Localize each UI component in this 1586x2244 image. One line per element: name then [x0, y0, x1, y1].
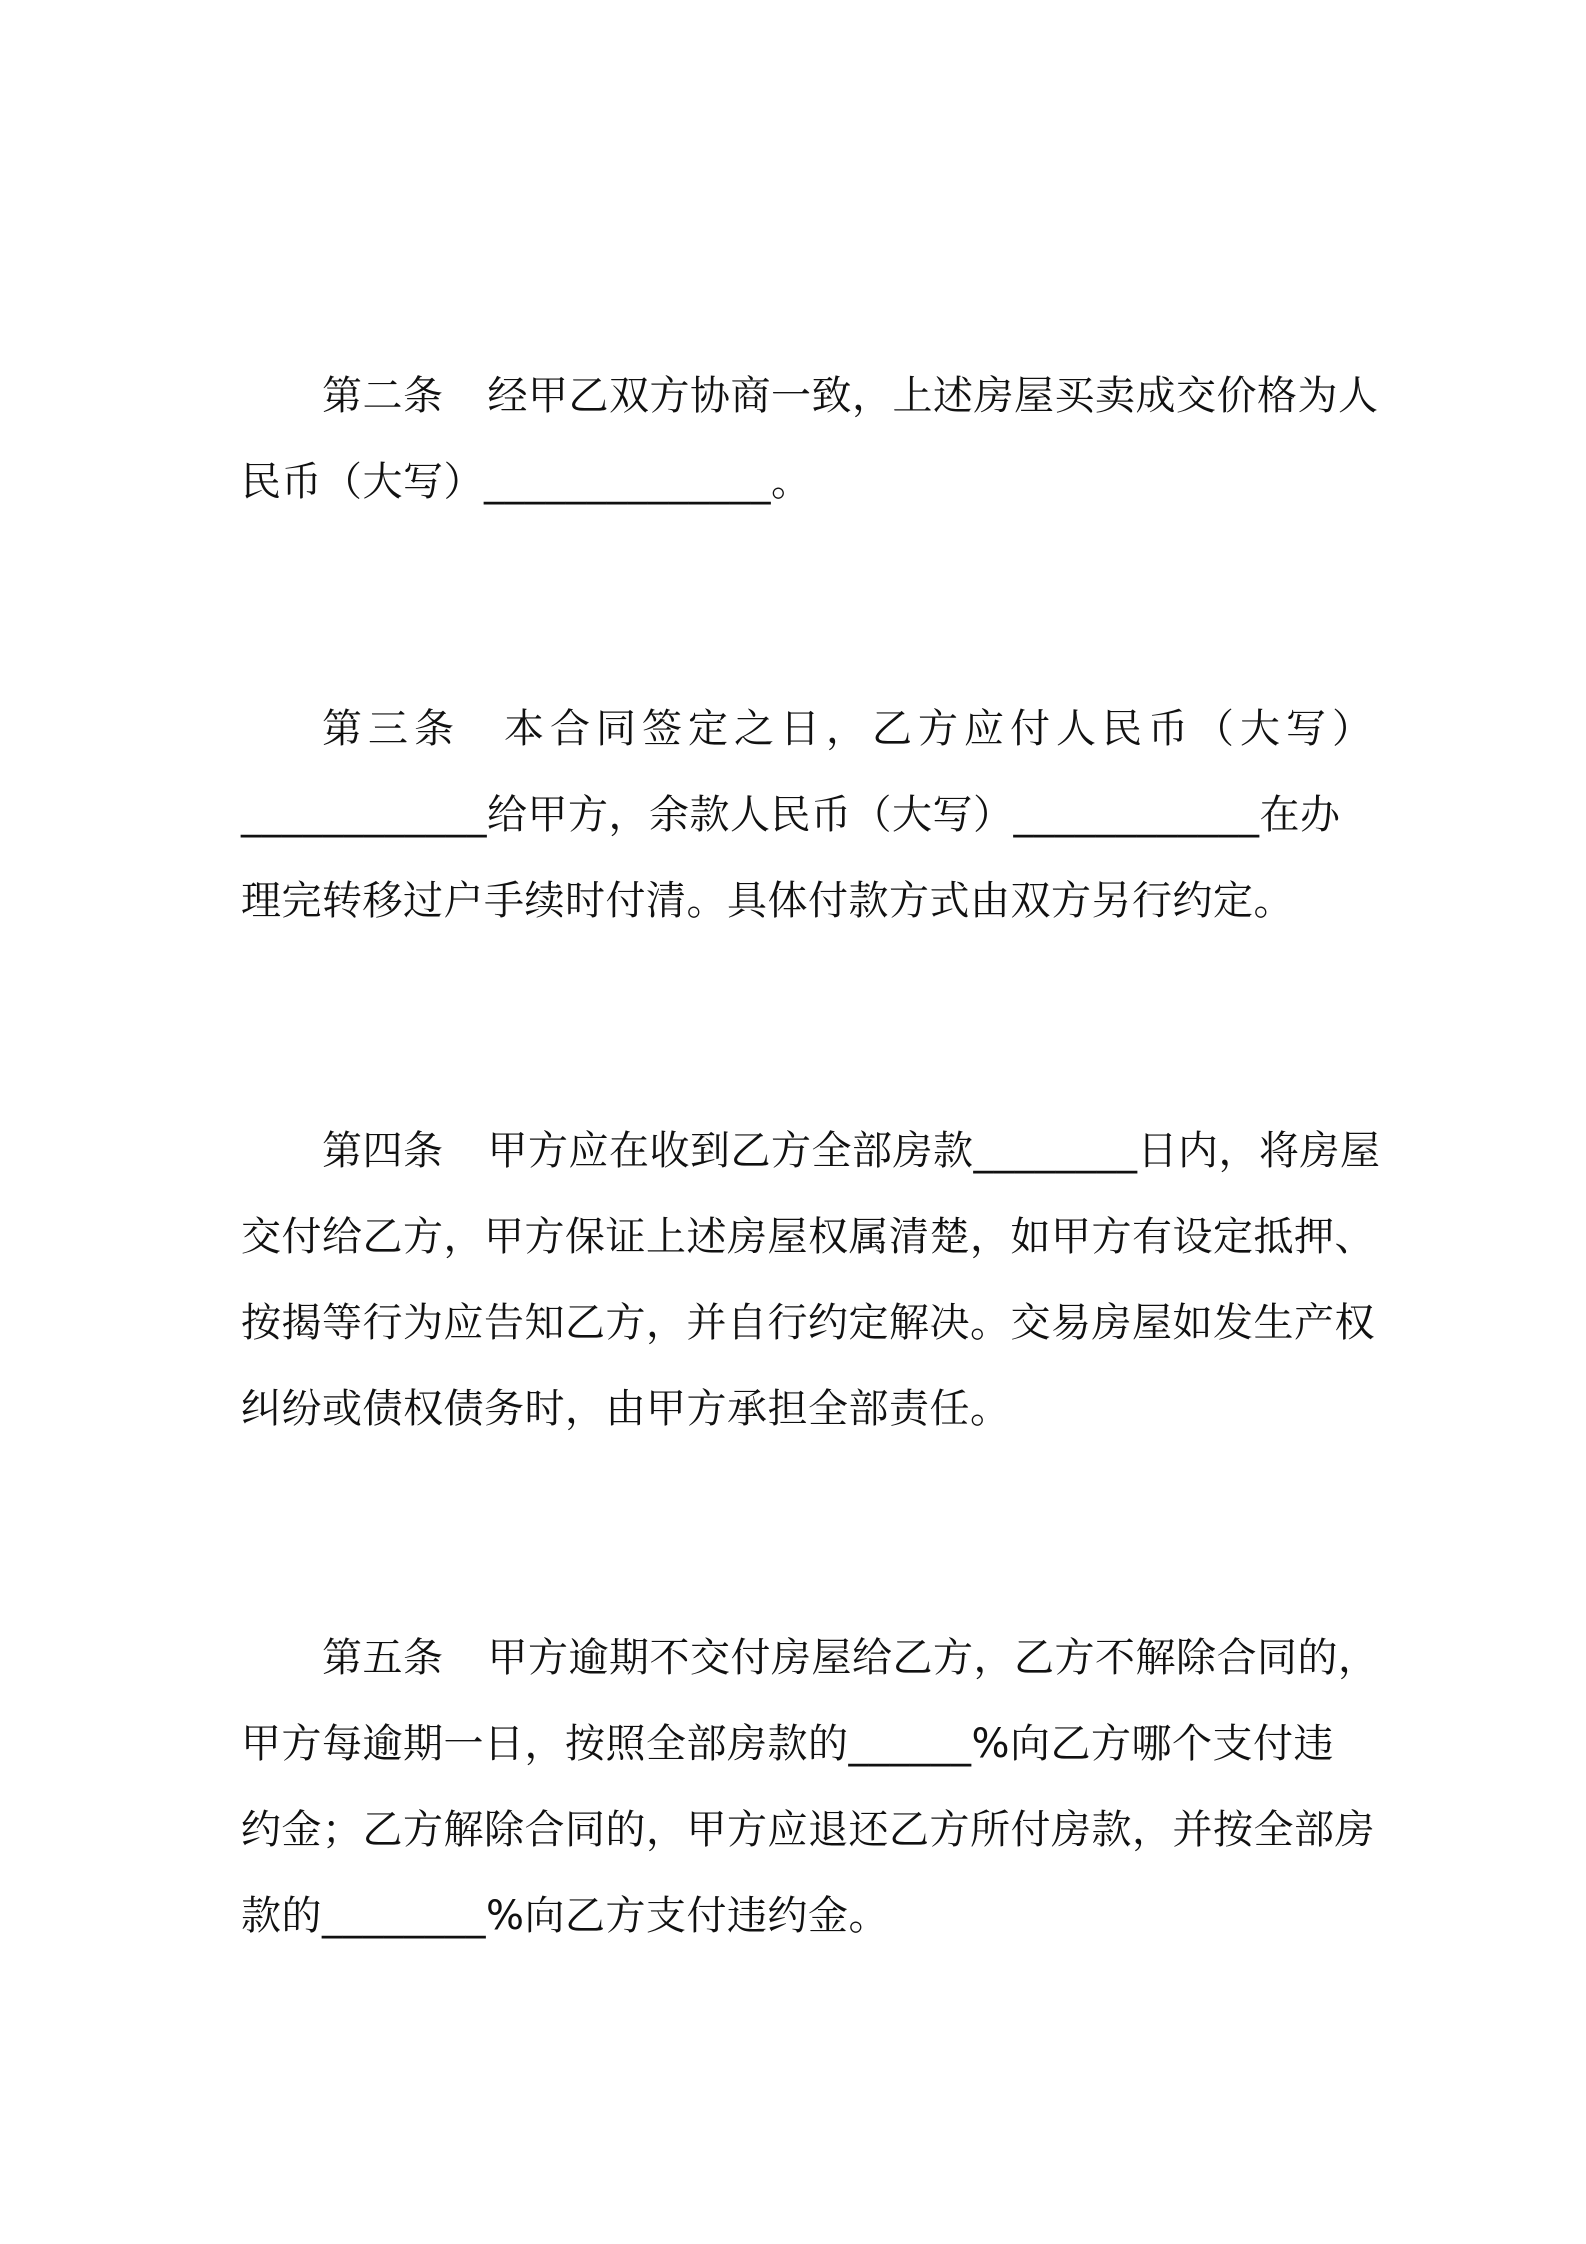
article-5-text-line-1: 甲方逾期不交付房屋给乙方，乙方不解除合同的，: [487, 1635, 1379, 1681]
article-4-text-line-3: 按揭等行为应告知乙方，并自行约定解决。交易房屋如发生产权: [241, 1300, 1375, 1346]
article-4-first-line: [322, 1125, 1442, 1177]
article-3-text-line-3: 理完转移过户手续时付清。具体付款方式由双方另行约定。: [241, 878, 1294, 924]
article-4-label: 第四条: [322, 1128, 444, 1174]
article-3-first-line: [322, 703, 1442, 755]
article-2-text-line-2: 民币（大写）______________。: [241, 459, 812, 505]
article-5-text-line-2: 甲方每逾期一日，按照全部房款的______%向乙方哪个支付违: [241, 1721, 1335, 1767]
article-4-text-line-4: 纠纷或债权债务时，由甲方承担全部责任。: [241, 1386, 1011, 1432]
article-3-text-line-2: ____________给甲方，余款人民币（大写）____________在办: [241, 792, 1341, 838]
article-2-label: 第二条: [322, 373, 444, 419]
article-4-text-line-1: 甲方应在收到乙方全部房款________日内，将房屋: [487, 1128, 1381, 1174]
article-3-text-line-1: 本合同签定之日，乙方应付人民币（大写）: [504, 706, 1378, 752]
article-4-text-line-2: 交付给乙方，甲方保证上述房屋权属清楚，如甲方有设定抵押、: [241, 1214, 1375, 1260]
article-2-text-line-1: 经甲乙双方协商一致，上述房屋买卖成交价格为人: [487, 373, 1379, 419]
article-5-first-line: [322, 1632, 1442, 1684]
article-5-label: 第五条: [322, 1635, 444, 1681]
article-3-label: 第三条: [322, 706, 460, 752]
article-2-first-line: [322, 370, 1442, 422]
article-5-text-line-4: 款的________%向乙方支付违约金。: [241, 1893, 890, 1939]
article-5-text-line-3: 约金；乙方解除合同的，甲方应退还乙方所付房款，并按全部房: [241, 1807, 1375, 1853]
